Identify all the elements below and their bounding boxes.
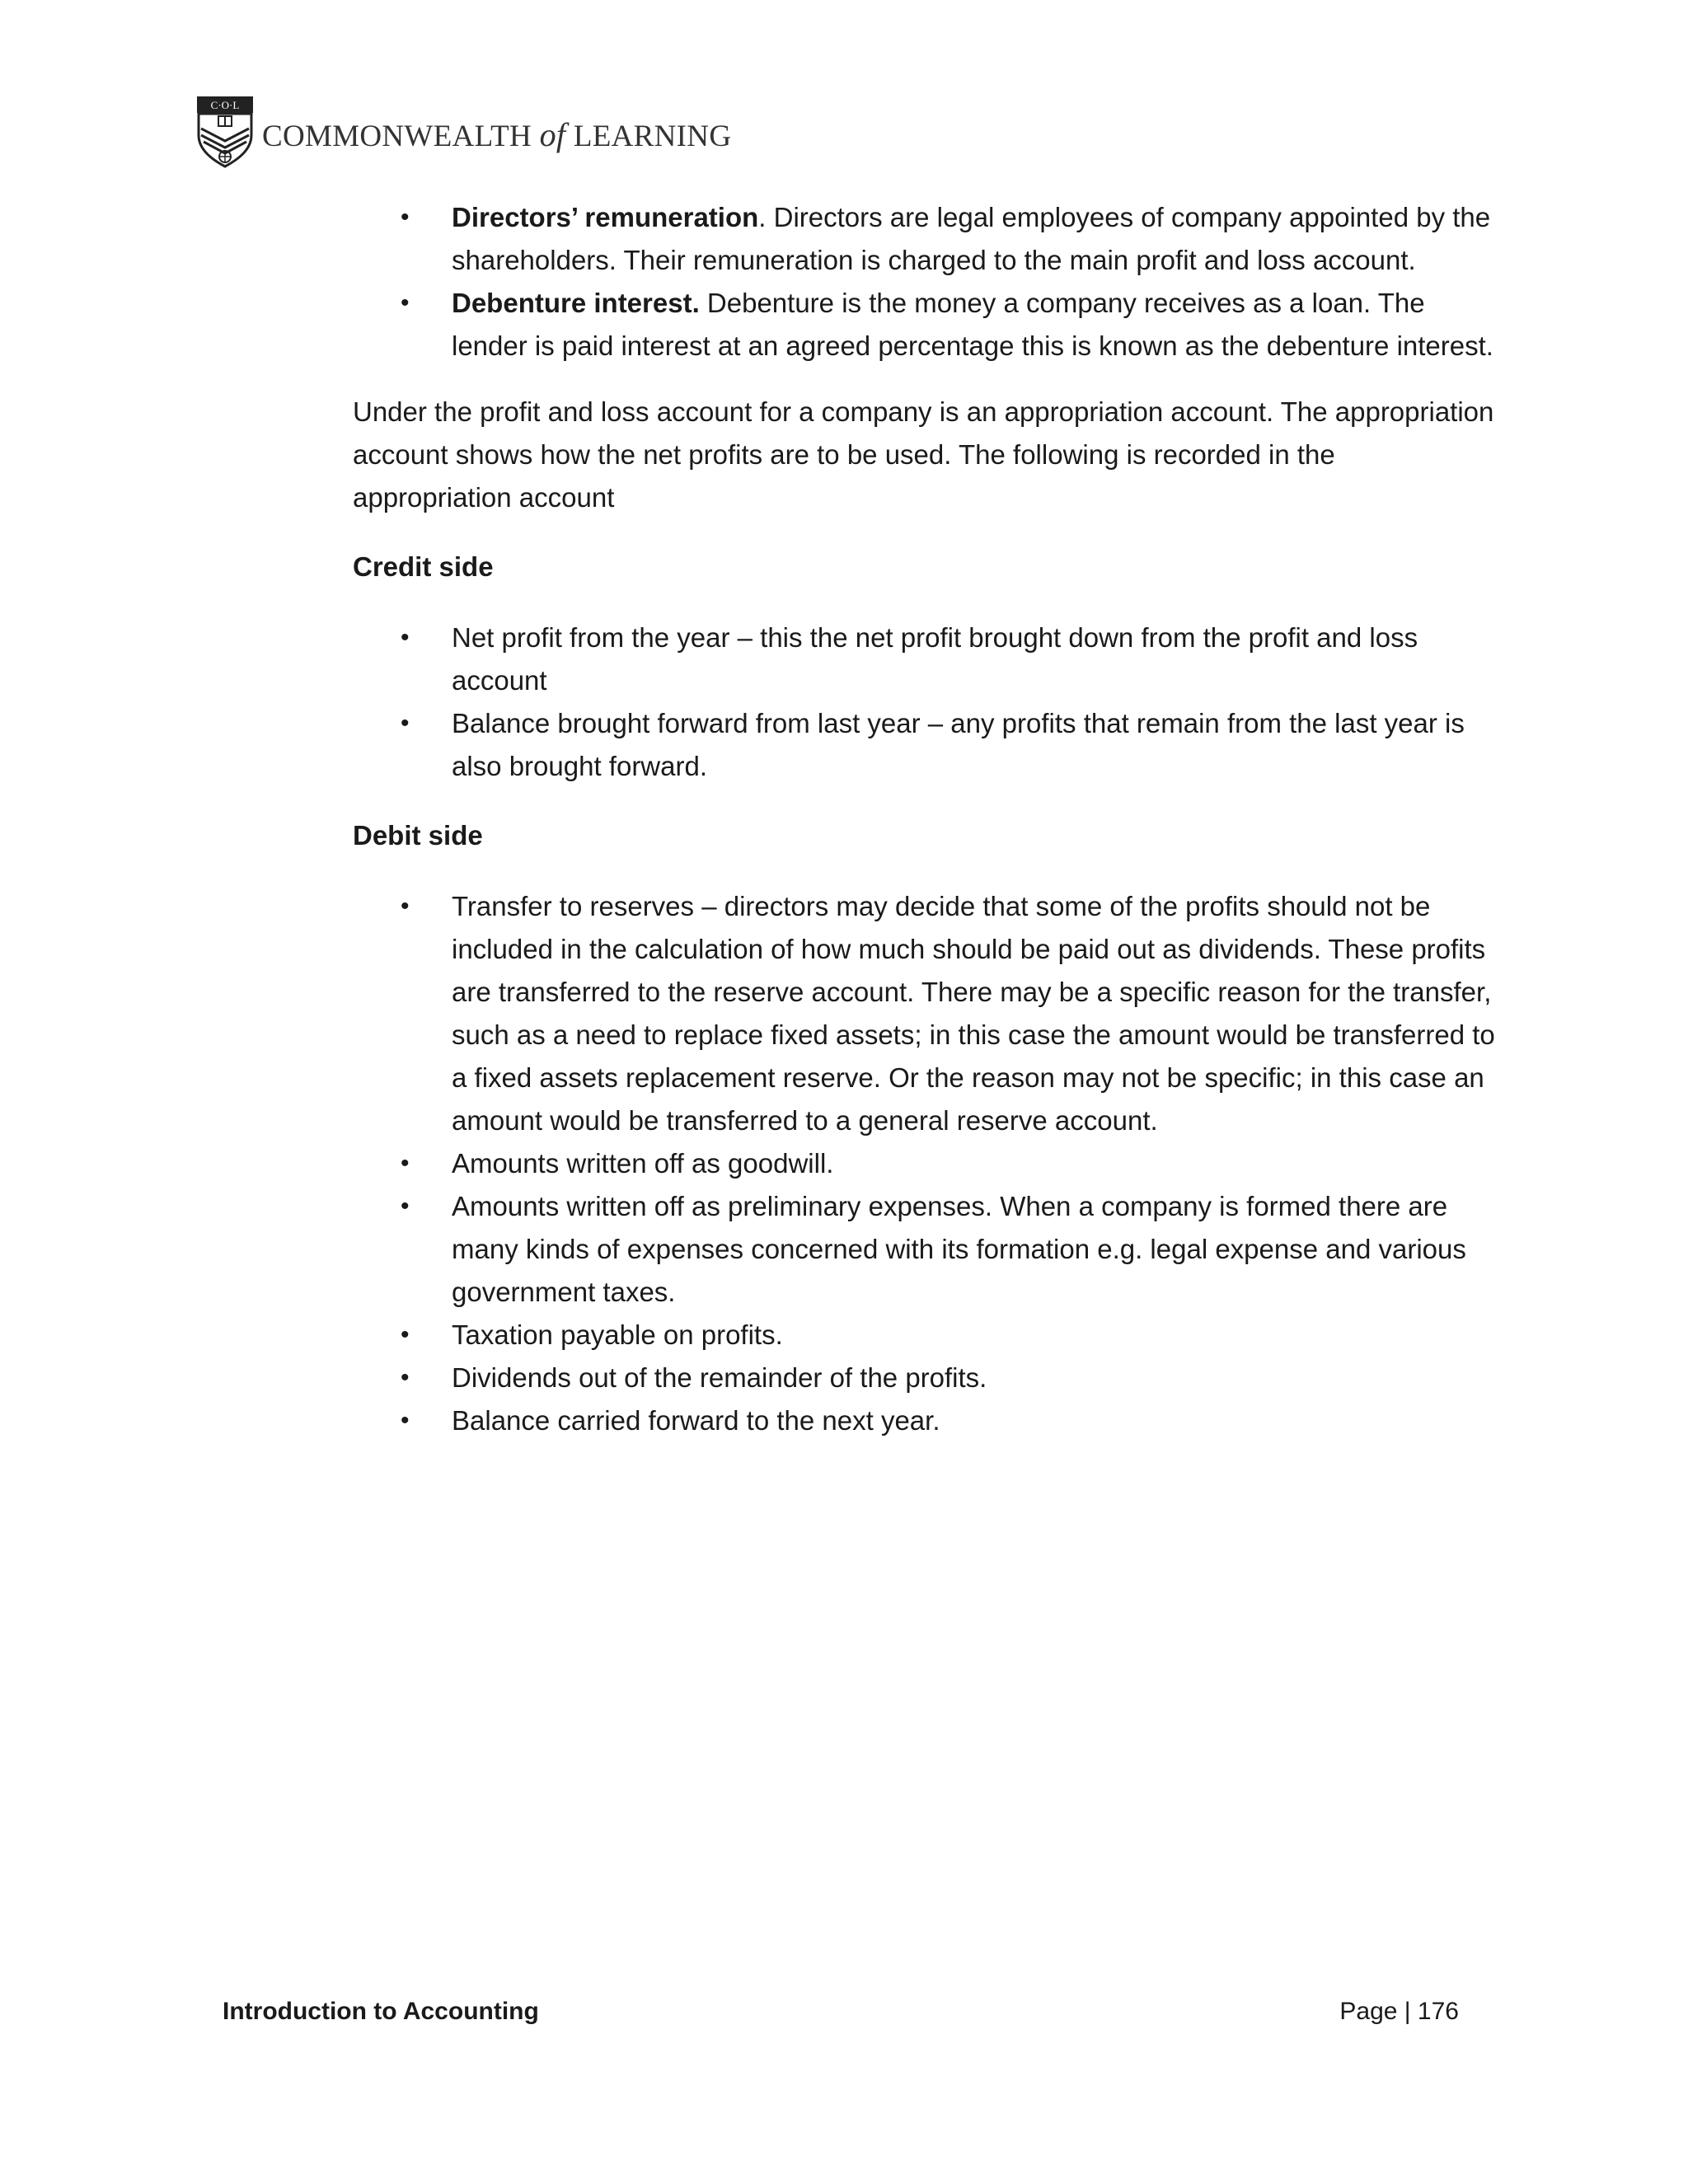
list-item: • Dividends out of the remainder of the profits. [452, 1357, 1498, 1399]
credit-side-list [353, 616, 1498, 788]
credit-side-heading: Credit side [353, 551, 494, 582]
col-shield-logo-icon [196, 96, 254, 168]
list-item: • Balance brought forward from last year – any profits that remain from the last year is also brought forward. [452, 702, 1498, 788]
list-item: • Directors’ remuneration. Directors are legal employees of company appointed by the shareholders. Their remuneration is charged to the main profit and loss account. [452, 196, 1498, 282]
page-footer [223, 1998, 1459, 2026]
page-number: Page | 176 [1339, 1998, 1459, 2025]
debit-side-heading: Debit side [353, 820, 483, 851]
logo-wordmark: COMMONWEALTH of LEARNING [262, 115, 732, 153]
document-body [353, 196, 1498, 1442]
intro-paragraph: Under the profit and loss account for a company is an appropriation account. The appropriation account shows how the net profits are to be used. The following is recorded in the appropriation account [353, 396, 1494, 513]
list-item: • Transfer to reserves – directors may decide that some of the profits should not be included in the calculation of how much should be paid out as dividends. These profits are transferred to the reserve account. There may be a specific reason for the transfer, such as a need to replace fixed assets; in this case the amount would be transferred to a fixed assets replacement reserve. Or the reason may not be specific; in this case an amount would be transferred to a general reserve account. [452, 885, 1498, 1142]
list-item: • Amounts written off as goodwill. [452, 1142, 1498, 1185]
svg-text:C·O·L: C·O·L [210, 99, 240, 111]
footer-title: Introduction to Accounting [223, 1998, 539, 2025]
list-item: • Amounts written off as preliminary expenses. When a company is formed there are many kinds of expenses concerned with its formation e.g. legal expense and various government taxes. [452, 1185, 1498, 1314]
debit-side-list [353, 885, 1498, 1442]
list-item: • Balance carried forward to the next year. [452, 1399, 1498, 1442]
list-item: • Net profit from the year – this the net profit brought down from the profit and loss account [452, 616, 1498, 702]
expenses-bullet-list [353, 196, 1498, 368]
list-item: • Taxation payable on profits. [452, 1314, 1498, 1357]
list-item: • Debenture interest. Debenture is the money a company receives as a loan. The lender is paid interest at an agreed percentage this is known as the debenture interest. [452, 282, 1498, 368]
page-header [196, 96, 731, 168]
